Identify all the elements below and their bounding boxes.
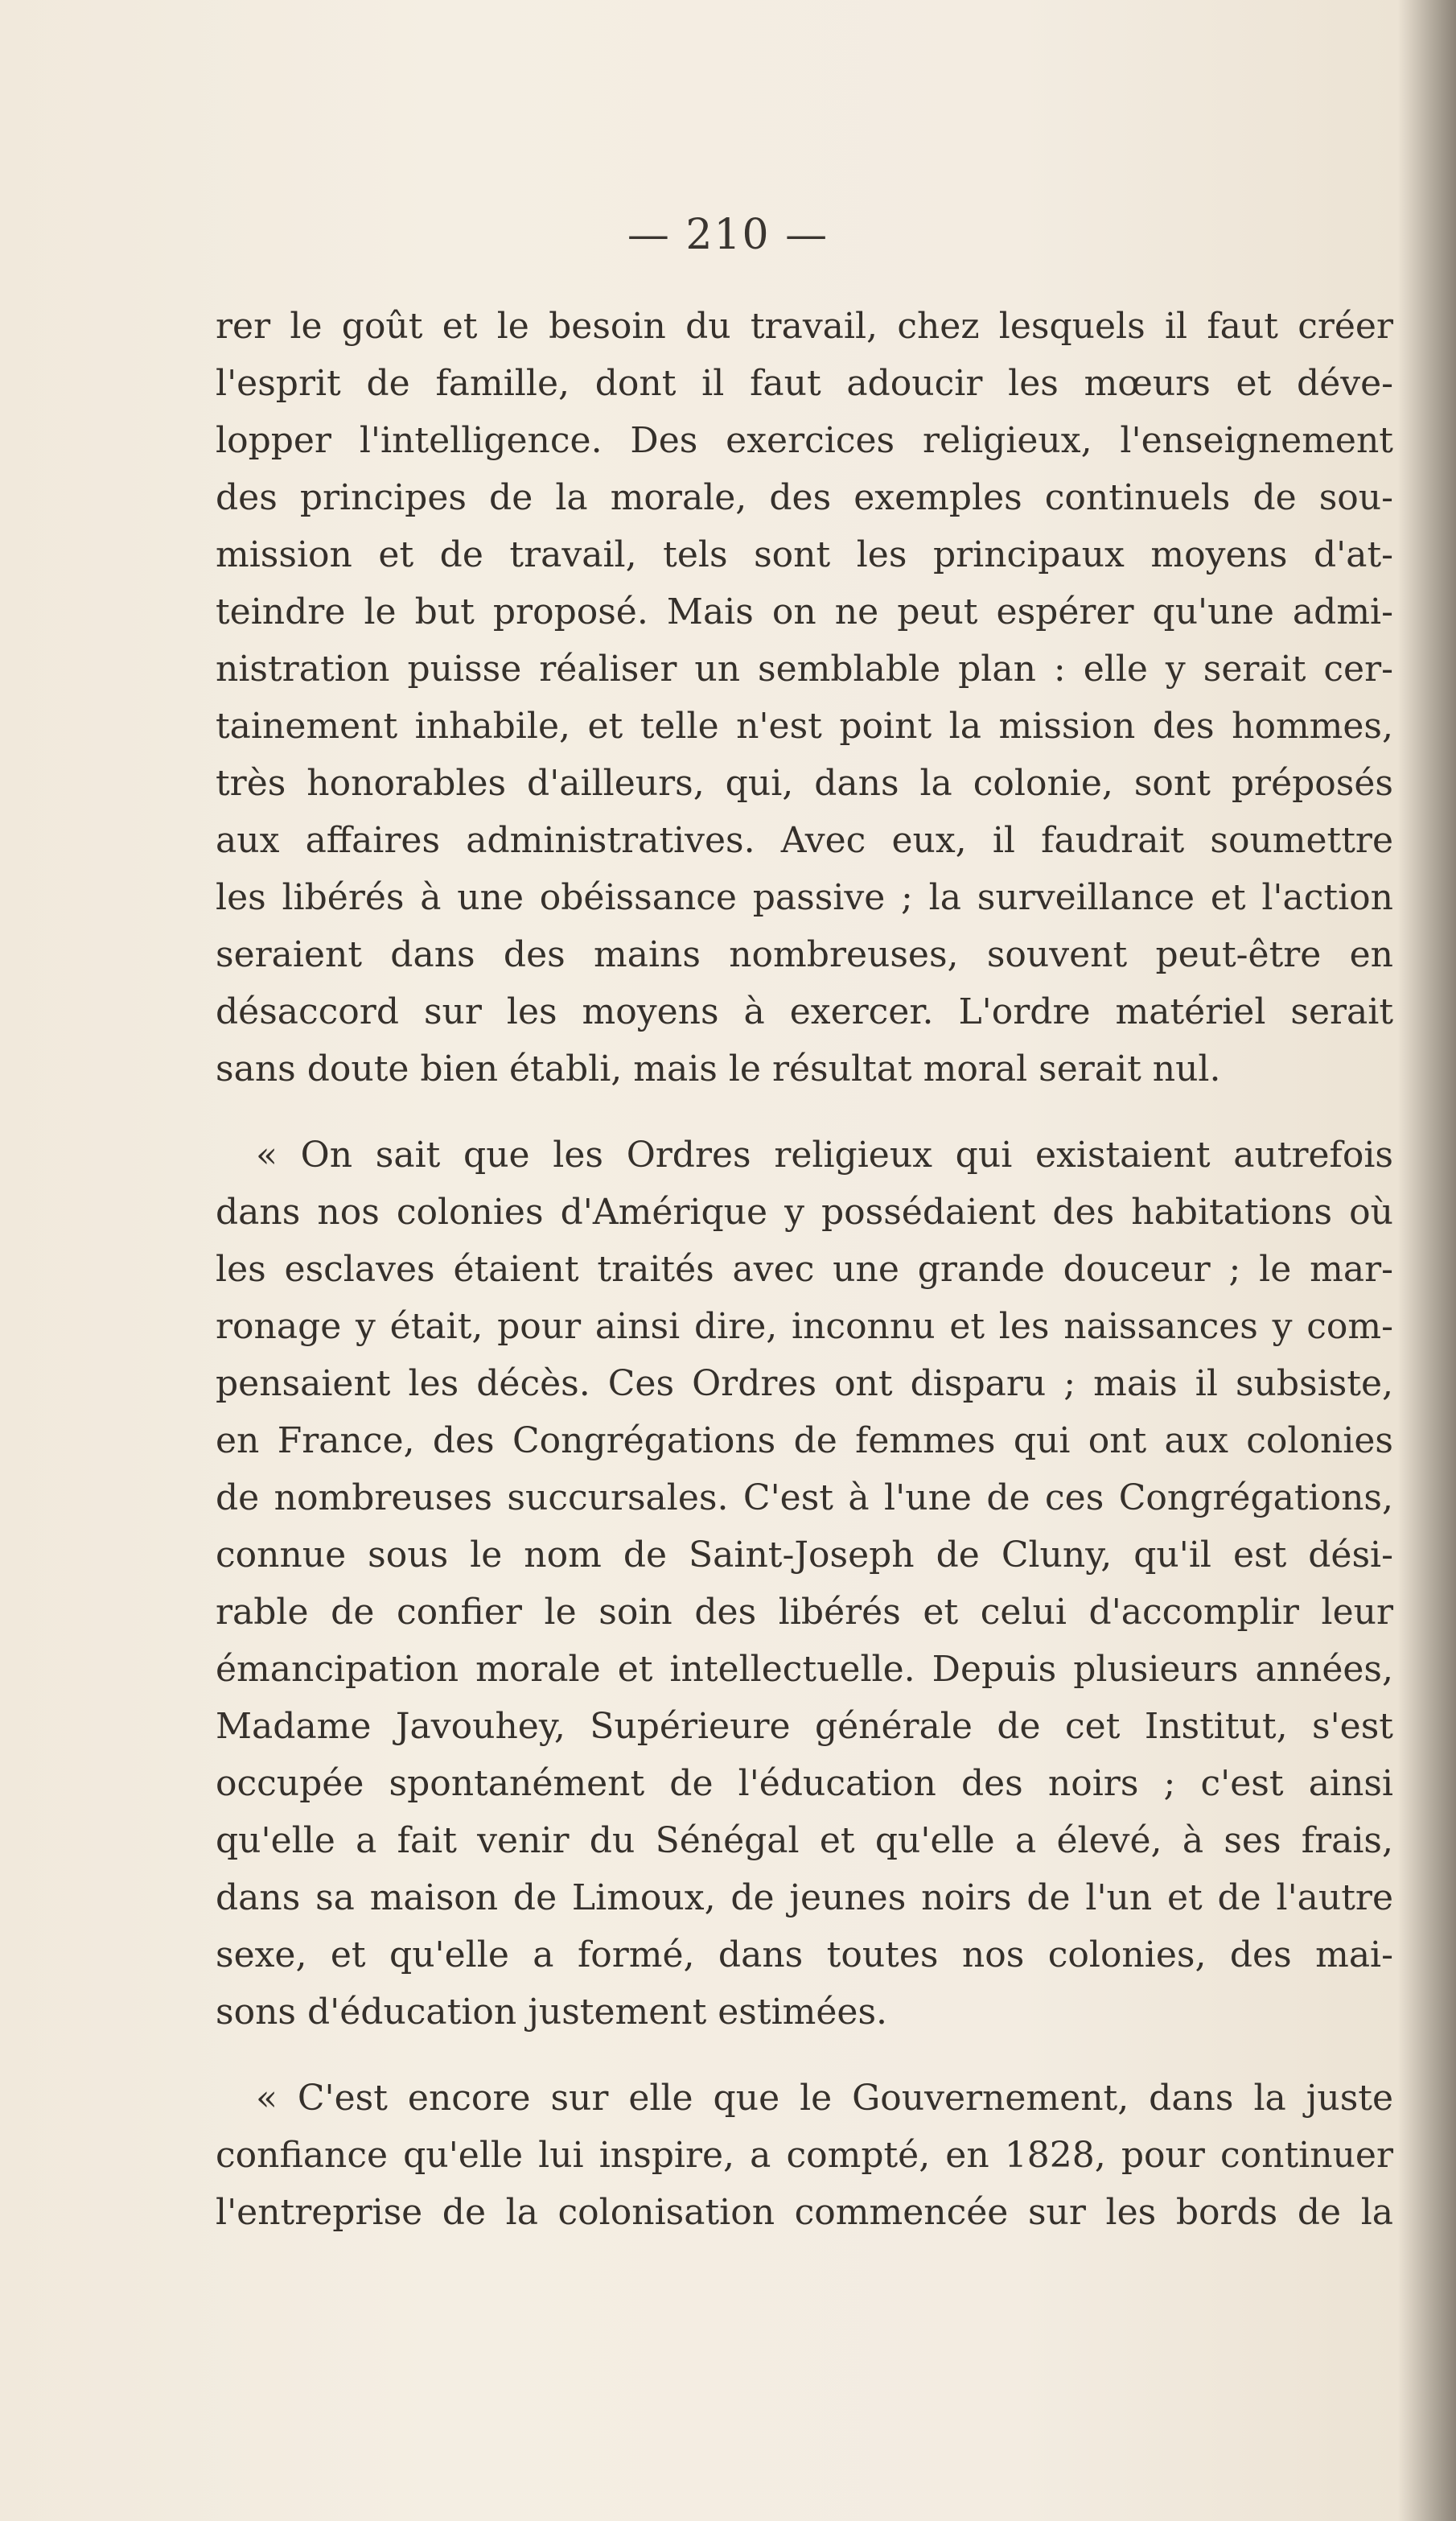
text-line: pensaient les décès. Ces Ordres ont disparu ; mais il subsiste, [216, 1363, 1393, 1404]
text-line: tainement inhabile, et telle n'est point la mission des hommes, [216, 706, 1393, 747]
text-line: l'entreprise de la colonisation commencée sur les bords de la [216, 2192, 1393, 2233]
text-line: de nombreuses succursales. C'est à l'une de ces Congrégations, [216, 1477, 1393, 1518]
paragraph-2 [216, 1127, 1393, 2041]
text-line: occupée spontanément de l'éducation des noirs ; c'est ainsi [216, 1763, 1393, 1804]
text-line: sexe, et qu'elle a formé, dans toutes nos colonies, des mai- [216, 1934, 1393, 1975]
text-line: rable de confier le soin des libérés et celui d'accomplir leur [216, 1592, 1393, 1633]
text-line: ronage y était, pour ainsi dire, inconnu et les naissances y com- [216, 1306, 1393, 1347]
text-line: des principes de la morale, des exemples continuels de sou- [216, 477, 1393, 518]
text-line: teindre le but proposé. Mais on ne peut espérer qu'une admi- [216, 591, 1393, 632]
text-line: aux affaires administratives. Avec eux, il faudrait soumettre [216, 820, 1393, 861]
text-line: en France, des Congrégations de femmes qui ont aux colonies [216, 1420, 1393, 1461]
text-line: très honorables d'ailleurs, qui, dans la colonie, sont préposés [216, 763, 1393, 804]
text-line: les libérés à une obéissance passive ; la surveillance et l'action [216, 877, 1393, 918]
text-line: l'esprit de famille, dont il faut adoucir les mœurs et déve- [216, 363, 1393, 404]
paragraph-gap [216, 2041, 1393, 2070]
text-line: confiance qu'elle lui inspire, a compté, en 1828, pour continuer [216, 2135, 1393, 2176]
text-line: rer le goût et le besoin du travail, chez lesquels il faut créer [216, 306, 1393, 347]
paragraph-3 [216, 2070, 1393, 2241]
text-line: sons d'éducation justement estimées. [216, 1992, 888, 2033]
text-line: émancipation morale et intellectuelle. Depuis plusieurs années, [216, 1649, 1393, 1690]
text-line: mission et de travail, tels sont les principaux moyens d'at- [216, 534, 1393, 575]
text-line: seraient dans des mains nombreuses, souvent peut-être en [216, 934, 1393, 975]
text-line: « C'est encore sur elle que le Gouvernement, dans la juste [256, 2078, 1393, 2119]
text-line: désaccord sur les moyens à exercer. L'ordre matériel serait [216, 991, 1393, 1032]
paragraph-1 [216, 298, 1393, 1098]
text-line: « On sait que les Ordres religieux qui existaient autrefois [256, 1135, 1393, 1176]
page-number: — 210 — [627, 211, 829, 259]
paragraph-gap [216, 1098, 1393, 1127]
text-line: dans sa maison de Limoux, de jeunes noirs de l'un et de l'autre [216, 1877, 1393, 1918]
text-line: sans doute bien établi, mais le résultat moral serait nul. [216, 1048, 1221, 1090]
body-text [216, 298, 1393, 2241]
text-line: dans nos colonies d'Amérique y possédaient des habitations où [216, 1192, 1393, 1233]
text-line: nistration puisse réaliser un semblable plan : elle y serait cer- [216, 649, 1393, 690]
text-line: Madame Javouhey, Supérieure générale de cet Institut, s'est [216, 1706, 1393, 1747]
text-line: qu'elle a fait venir du Sénégal et qu'elle a élevé, à ses frais, [216, 1820, 1393, 1861]
text-line: lopper l'intelligence. Des exercices religieux, l'enseignement [216, 420, 1393, 461]
text-line: connue sous le nom de Saint-Joseph de Cluny, qu'il est dési- [216, 1534, 1393, 1576]
text-line: les esclaves étaient traités avec une grande douceur ; le mar- [216, 1249, 1393, 1290]
